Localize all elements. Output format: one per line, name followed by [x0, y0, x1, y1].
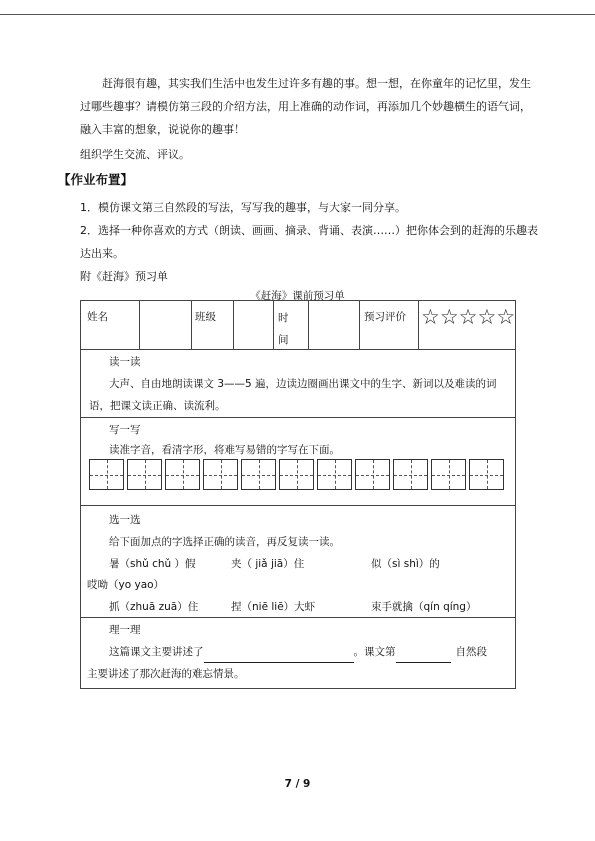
col-divider — [233, 301, 234, 349]
pinyin-option: 夹（ jiǎ jiā）住 — [231, 558, 305, 570]
row-divider — [81, 617, 515, 618]
paragraph-number-blank[interactable] — [396, 649, 451, 663]
time-label: 时间 — [278, 312, 289, 346]
sort-text: 自然段 — [455, 646, 487, 658]
writing-box[interactable] — [127, 459, 162, 490]
worksheet-table — [80, 300, 516, 689]
read-text: 大声、自由地朗读课文 3——5 遍，边读边圈画出课文中的生字、新词以及难读的词语，把课文读正确、读流利。 — [89, 378, 497, 412]
row-divider — [81, 505, 515, 506]
writing-box[interactable] — [355, 459, 390, 490]
intro-paragraph: 赶海很有趣，其实我们生活中也发生过许多有趣的事。想一想，在你童年的记忆里，发生过哪些趣事？请模仿第三段的介绍方法，用上准确的动作词，再添加几个妙趣横生的语气词，融入丰富的想象，说说你的趣事！ — [80, 77, 531, 136]
writing-box[interactable] — [203, 459, 238, 490]
col-divider — [191, 301, 192, 349]
writing-box[interactable] — [241, 459, 276, 490]
homework-item-2: 2．选择一种你喜欢的方式（朗读、画画、摘录、背诵、表演……）把你体会到的赶海的乐趣表达出来。 — [80, 224, 538, 260]
writing-box[interactable] — [279, 459, 314, 490]
writing-box[interactable] — [89, 459, 124, 490]
col-divider — [273, 301, 274, 349]
sort-text-2: 主要讲述了那次赶海的难忘情景。 — [87, 668, 245, 680]
choose-title: 选一选 — [109, 514, 141, 526]
class-label: 班级 — [195, 311, 216, 323]
pinyin-option: 捏（niē liē）大虾 — [231, 601, 316, 613]
star-icon[interactable]: ☆ — [477, 305, 497, 329]
read-title: 读一读 — [109, 356, 141, 368]
col-divider — [308, 301, 309, 349]
row-divider — [81, 417, 515, 418]
pinyin-option: 暑（shǔ chǔ ）假 — [109, 558, 196, 570]
writing-grid[interactable] — [89, 459, 504, 490]
col-divider — [359, 301, 360, 349]
row-divider — [81, 349, 515, 350]
write-title: 写一写 — [109, 424, 141, 436]
attachment-note: 附《赶海》预习单 — [80, 270, 168, 283]
col-divider — [139, 301, 140, 349]
homework-heading: 【作业布置】 — [58, 172, 134, 187]
sort-title: 理一理 — [109, 624, 141, 636]
sort-line — [109, 641, 487, 663]
writing-box[interactable] — [393, 459, 428, 490]
worksheet-title: 《赶海》课前预习单 — [250, 290, 345, 302]
pinyin-option: 哎呦（yo yao） — [87, 579, 165, 591]
name-label: 姓名 — [87, 311, 108, 323]
page-number: 7 / 9 — [284, 778, 311, 790]
writing-box[interactable] — [469, 459, 504, 490]
rating-stars[interactable] — [421, 305, 515, 329]
star-icon[interactable]: ☆ — [421, 305, 440, 329]
homework-item-1: 1．模仿课文第三自然段的写法，写写我的趣事，与大家一同分享。 — [80, 201, 406, 214]
writing-box[interactable] — [165, 459, 200, 490]
writing-box[interactable] — [317, 459, 352, 490]
star-icon[interactable]: ☆ — [496, 305, 516, 329]
col-divider — [418, 301, 419, 349]
writing-box[interactable] — [431, 459, 466, 490]
pinyin-option: 似（sì shì）的 — [371, 558, 440, 570]
eval-label: 预习评价 — [364, 311, 406, 323]
intro-note: 组织学生交流、评议。 — [80, 148, 190, 161]
header-rule — [0, 14, 595, 15]
star-icon[interactable]: ☆ — [458, 305, 478, 329]
write-text: 读准字音，看清字形，将难写易错的字写在下面。 — [109, 444, 340, 456]
summary-blank[interactable] — [204, 649, 354, 663]
choose-text: 给下面加点的字选择正确的读音，再反复读一读。 — [109, 536, 340, 548]
pinyin-option: 束手就擒（qín qíng） — [371, 601, 477, 613]
sort-text: 这篇课文主要讲述了 — [109, 646, 204, 658]
star-icon[interactable]: ☆ — [439, 305, 459, 329]
pinyin-option: 抓（zhuā zuā）住 — [109, 601, 199, 613]
sort-text: 。课文第 — [353, 646, 396, 658]
